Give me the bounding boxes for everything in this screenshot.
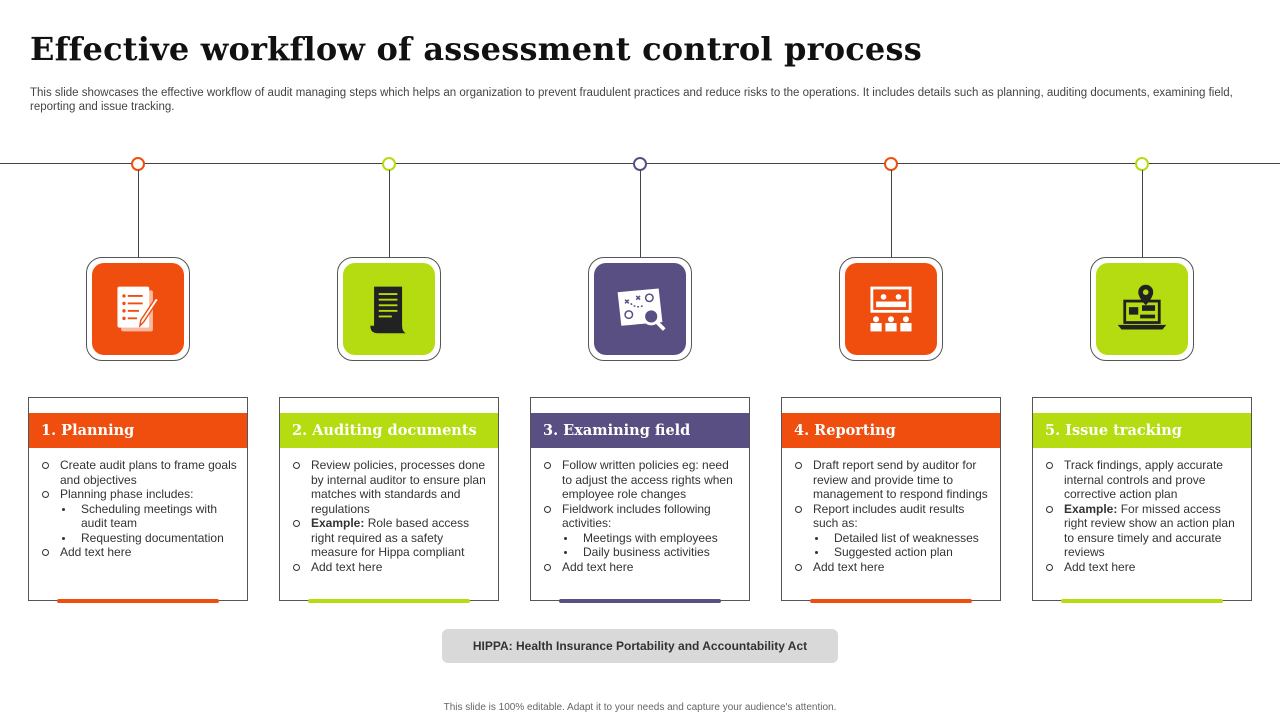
sub-bullet: Meetings with employees [543, 531, 739, 546]
bullet-item: Draft report send by auditor for review and provide time to management to respond findings [794, 458, 990, 502]
step-card [530, 397, 750, 601]
bullet-item: Report includes audit results such as: [794, 502, 990, 531]
bullet-item: Planning phase includes: [41, 487, 237, 502]
bullet-item: Fieldwork includes following activities: [543, 502, 739, 531]
step-body [29, 458, 247, 560]
card-accent-bar [308, 599, 470, 603]
step-icon-frame [86, 257, 190, 361]
step-heading: 4. Reporting [782, 413, 1000, 448]
timeline-dot [633, 157, 647, 171]
connector-line [640, 170, 641, 258]
bullet-item [292, 516, 488, 560]
bullet-item: Follow written policies eg: need to adjust the access rights when employee role changes [543, 458, 739, 502]
sub-bullet: Daily business activities [543, 545, 739, 560]
step-icon-frame [337, 257, 441, 361]
task-list-icon [92, 263, 184, 355]
bullet-item: Add text here [543, 560, 739, 575]
presentation-icon [845, 263, 937, 355]
step-card [1032, 397, 1252, 601]
step-card [279, 397, 499, 601]
step-icon-frame [839, 257, 943, 361]
step-card [28, 397, 248, 601]
card-accent-bar [57, 599, 219, 603]
step-icon-frame [1090, 257, 1194, 361]
bullet-item: Add text here [41, 545, 237, 560]
step-body [280, 458, 498, 574]
bullet-item: Review policies, processes done by internal auditor to ensure plan matches with standards and regulations [292, 458, 488, 516]
bullet-item [1045, 502, 1241, 560]
step-body [782, 458, 1000, 574]
step-heading: 5. Issue tracking [1033, 413, 1251, 448]
bullet-item: Track findings, apply accurate internal controls and prove corrective action plan [1045, 458, 1241, 502]
page-subtitle: This slide showcases the effective workflow of audit managing steps which helps an organization to prevent fraudulent practices and reduce risks to the operations. It includes details such as planning, auditing documents, examining field, reporting and issue tracking. [30, 87, 1233, 113]
bullet-label: Example: [311, 516, 365, 530]
bullet-text: For missed access right review show an action plan to ensure timely and accurate reviews [1064, 501, 1239, 559]
laptop-location-icon [1096, 263, 1188, 355]
bullet-item: Add text here [1045, 560, 1241, 575]
bullet-item: Add text here [292, 560, 488, 575]
step-heading: 1. Planning [29, 413, 247, 448]
field-map-icon [594, 263, 686, 355]
sub-bullet: Requesting documentation [41, 531, 237, 546]
card-accent-bar [559, 599, 721, 603]
bullet-item: Add text here [794, 560, 990, 575]
hippa-note: HIPPA: Health Insurance Portability and Accountability Act [442, 629, 838, 663]
timeline-dot [884, 157, 898, 171]
bullet-item: Create audit plans to frame goals and objectives [41, 458, 237, 487]
page-title: Effective workflow of assessment control process [30, 30, 922, 68]
timeline-dot [1135, 157, 1149, 171]
sub-bullet: Detailed list of weaknesses [794, 531, 990, 546]
step-heading: 3. Examining field [531, 413, 749, 448]
step-icon-frame [588, 257, 692, 361]
sub-bullet: Scheduling meetings with audit team [41, 502, 237, 531]
bullet-label: Example: [1064, 501, 1118, 516]
step-body [1033, 458, 1251, 574]
sub-bullet: Suggested action plan [794, 545, 990, 560]
connector-line [1142, 170, 1143, 258]
connector-line [138, 170, 139, 258]
footer-text: This slide is 100% editable. Adapt it to your needs and capture your audience's attention. [443, 702, 837, 713]
card-accent-bar [1061, 599, 1223, 603]
timeline-dot [382, 157, 396, 171]
bullet-text: Role based access right required as a safety measure for Hippa compliant [311, 516, 473, 559]
step-body [531, 458, 749, 574]
timeline-dot [131, 157, 145, 171]
step-heading: 2. Auditing documents [280, 413, 498, 448]
connector-line [389, 170, 390, 258]
connector-line [891, 170, 892, 258]
card-accent-bar [810, 599, 972, 603]
document-scroll-icon [343, 263, 435, 355]
step-card [781, 397, 1001, 601]
